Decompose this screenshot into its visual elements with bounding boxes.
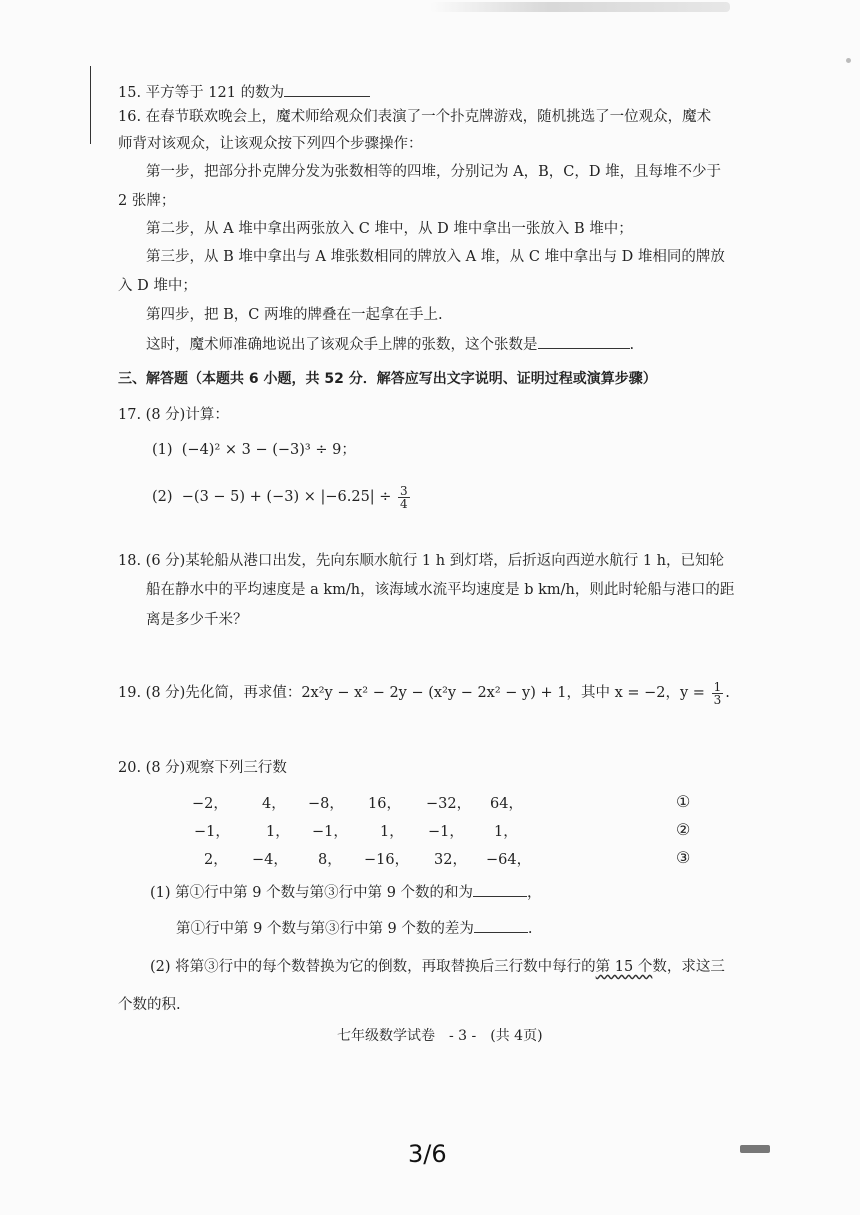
page-indicator: 3/6 [408,1140,447,1168]
q17-p2-fraction [398,485,410,510]
row-marker-1: ① [676,792,691,811]
q20-part-2-cont: 个数的积. [118,997,181,1013]
row2-value: 1， [380,824,404,840]
row3-value: −4， [252,852,288,868]
row3-value: 8， [318,852,342,868]
row2-value: −1， [194,824,230,840]
margin-line [90,66,91,144]
question-16-line-1 [118,108,711,126]
q15-answer-blank[interactable] [284,82,370,97]
q20-p2-text: (2) 将第③行中的每个数替换为它的倒数，再取替换后三行数中每行的 [150,959,596,975]
q17-number: 17. [118,407,142,423]
q20-p1a-text: (1) 第①行中第 9 个数与第③行中第 9 个数的和为 [150,885,474,901]
q19-y-fraction [712,681,724,706]
q20-p1b-text: 第①行中第 9 个数与第③行中第 9 个数的差为 [176,921,474,937]
q17-p2-label: (2) [152,489,173,505]
q16-step-2: 第二步，从 A 堆中拿出两张放入 C 堆中，从 D 堆中拿出一张放入 B 堆中； [146,221,633,237]
q19-y-denominator: 3 [713,692,722,707]
question-20 [118,759,287,777]
q16-step-4: 第四步，把 B，C 两堆的牌叠在一起拿在手上. [146,307,443,323]
q16-number: 16. [118,109,142,125]
q17-part-2 [152,482,412,512]
q18-number: 18. [118,553,142,569]
row1-value: 4， [262,796,286,812]
q20-p1b-blank[interactable] [474,918,528,933]
q20-p1a-end: ， [527,885,542,901]
row2-value: −1， [312,824,348,840]
question-18-line-1 [118,552,724,570]
row-marker-2: ② [676,820,691,839]
row1-value: −32， [426,796,472,812]
q20-text: (8 分)观察下列三行数 [145,760,287,776]
q20-part-1b [176,918,533,938]
q17-p2-expression: −(3 − 5) + (−3) × |−6.25| ÷ [181,489,392,505]
q20-p2-text-end: 数，求这三 [652,959,725,975]
row3-value: −16， [364,852,410,868]
scan-artifact-top [430,2,730,12]
q20-number: 20. [118,760,142,776]
row3-value: 2， [204,852,228,868]
q17-part-1 [152,441,356,459]
q19-end: . [725,685,730,701]
row3-value: 32， [434,852,467,868]
q19-expression: 2x²y − x² − 2y − (x²y − 2x² − y) + 1，其中 x = −2，y = [301,685,705,701]
q20-part-1a [150,882,542,902]
row2-value: 1， [266,824,290,840]
q17-p1-label: (1) [152,442,173,458]
q16-conclusion [146,334,634,354]
row1-value: −8， [308,796,344,812]
question-17 [118,406,229,424]
q16-step-1: 第一步，把部分扑克牌分发为张数相等的四堆，分别记为 A，B，C，D 堆，且每堆不少于 [146,164,722,180]
row1-value: 64， [490,796,523,812]
row3-value: −64， [486,852,532,868]
q16-end: . [629,337,635,353]
q16-answer-blank[interactable] [538,334,630,349]
q19-text: (8 分)先化简，再求值： [145,685,302,701]
question-16-line-2: 师背对该观众，让该观众按下列四个步骤操作： [118,136,423,152]
question-15 [118,82,370,102]
q17-text: (8 分)计算： [145,407,229,423]
q19-number: 19. [118,685,142,701]
question-18-line-3: 离是多少千米？ [146,612,248,628]
scan-artifact-dot [846,58,851,63]
q16-step-3: 第三步，从 B 堆中拿出与 A 堆张数相同的牌放入 A 堆，从 C 堆中拿出与 D 堆相同的牌放 [146,249,725,265]
q18-text: (6 分)某轮船从港口出发，先向东顺水航行 1 h 到灯塔，后折返向西逆水航行 1 h，已知轮 [145,553,724,569]
q16-conclusion-text: 这时，魔术师准确地说出了该观众手上牌的张数，这个张数是 [146,337,538,353]
row2-value: 1， [494,824,518,840]
q17-p1-expression: (−4)² × 3 − (−3)³ ÷ 9； [181,442,356,458]
page-footer: 七年级数学试卷 - 3 - (共 4页) [337,1028,543,1044]
q15-number: 15. [118,85,142,101]
section-3-heading: 三、解答题（本题共 6 小题，共 52 分．解答应写出文字说明、证明过程或演算步骤） [118,371,657,387]
q17-p2-denominator: 4 [400,496,408,511]
q16-step-3-cont: 入 D 堆中； [118,278,197,294]
row2-value: −1， [428,824,464,840]
question-18-line-2: 船在静水中的平均速度是 a km/h，该海域水流平均速度是 b km/h，则此时轮船与港口的距 [146,582,735,598]
question-19 [118,678,730,708]
q15-text: 平方等于 121 的数为 [145,85,285,101]
row1-value: 16， [368,796,401,812]
row-marker-3: ③ [676,848,691,867]
row1-value: −2， [192,796,228,812]
scan-artifact-bottom [740,1145,770,1153]
q20-p1b-end: . [527,921,533,937]
q17-p2-numerator: 3 [400,483,408,498]
q20-p1a-blank[interactable] [473,882,527,897]
q19-y-numerator: 1 [713,679,722,694]
q20-part-2 [150,958,725,976]
q16-step-1-cont: 2 张牌； [118,193,176,209]
q16-text: 在春节联欢晚会上，魔术师给观众们表演了一个扑克牌游戏，随机挑选了一位观众，魔术 [145,109,712,125]
q20-p2-handwritten-underline: 第 15 个 [595,959,653,975]
